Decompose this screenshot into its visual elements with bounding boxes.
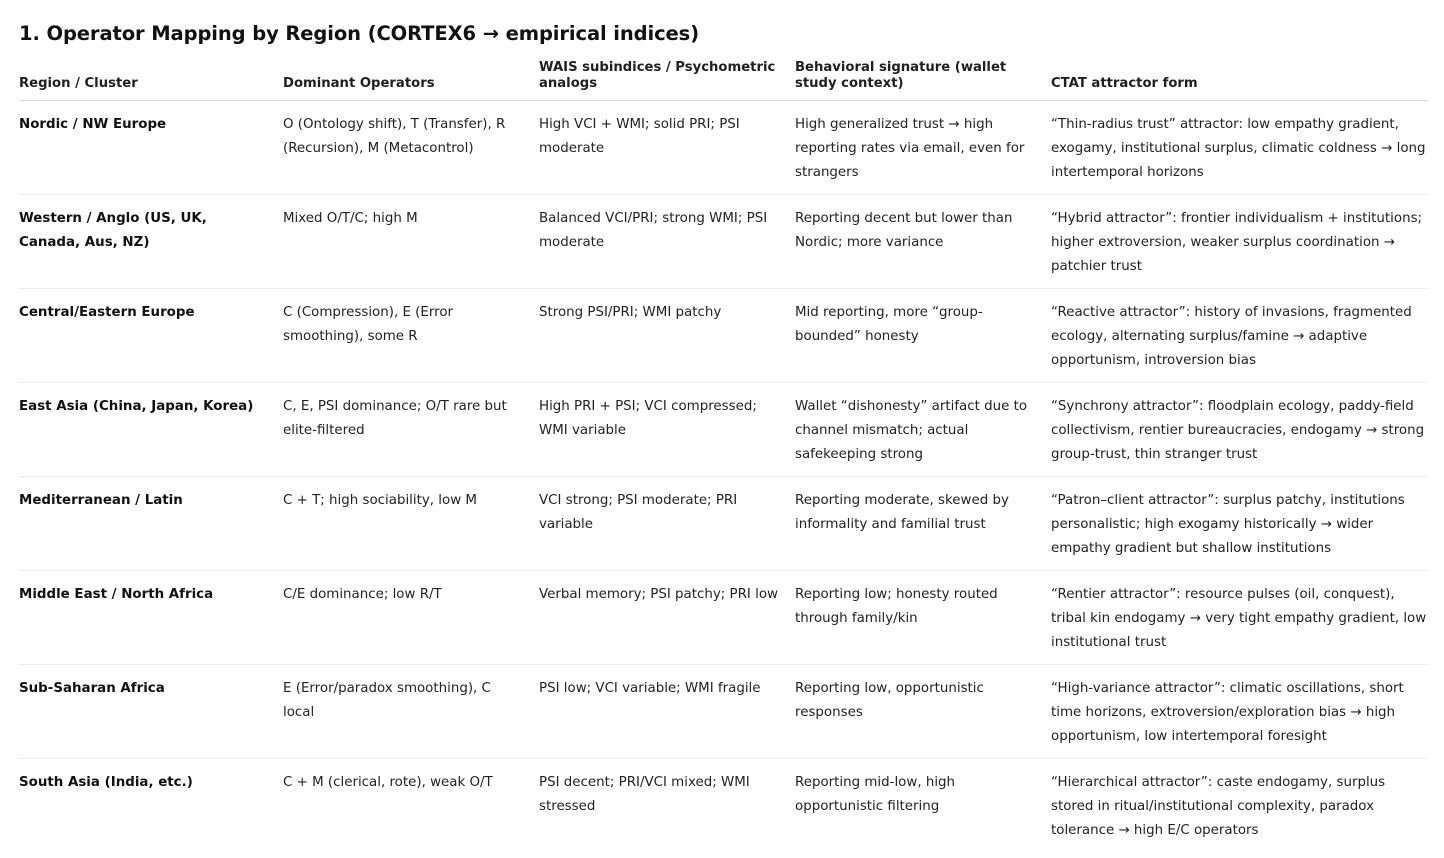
header-operators: Dominant Operators: [283, 60, 539, 101]
cell-wais: PSI decent; PRI/VCI mixed; WMI stressed: [539, 775, 750, 814]
cell-ctat: “Synchrony attractor”: floodplain ecology, paddy-field collectivism, rentier bureaucracies, endogamy → strong group-trust, thin stranger trust: [1051, 383, 1428, 477]
table-row: [19, 571, 1428, 665]
cell-operators: C + M (clerical, rote), weak O/T: [283, 775, 493, 790]
cell-region: Middle East / North Africa: [19, 571, 283, 665]
table-row: [19, 383, 1428, 477]
table-row: [19, 289, 1428, 383]
cell-ctat: “High-variance attractor”: climatic oscillations, short time horizons, extroversion/exploration bias → high opportunism, low intertemporal foresight: [1051, 665, 1428, 759]
cell-wais: Verbal memory; PSI patchy; PRI low: [539, 571, 795, 665]
cell-ctat: “Hybrid attractor”: frontier individualism + institutions; higher extroversion, weaker surplus coordination → patchier trust: [1051, 195, 1428, 289]
operator-mapping-table: [19, 60, 1428, 852]
cell-ctat: “Thin-radius trust” attractor: low empathy gradient, exogamy, institutional surplus, climatic coldness → long intertemporal horizons: [1051, 101, 1428, 195]
cell-operators: C + T; high sociability, low M: [283, 477, 539, 571]
cell-region: Western / Anglo (US, UK, Canada, Aus, NZ): [19, 195, 283, 289]
cell-wais: High PRI + PSI; VCI compressed; WMI variable: [539, 383, 795, 477]
cell-behavior: Reporting moderate, skewed by informality and familial trust: [795, 477, 1051, 571]
table-row: [19, 665, 1428, 759]
header-row: [19, 60, 1428, 101]
table-row: [19, 195, 1428, 289]
cell-wais: VCI strong; PSI moderate; PRI variable: [539, 477, 795, 571]
cell-ctat: “Reactive attractor”: history of invasions, fragmented ecology, alternating surplus/famine → adaptive opportunism, introversion bias: [1051, 289, 1428, 383]
header-region: Region / Cluster: [19, 60, 283, 101]
header-wais: WAIS subindices / Psychometric analogs: [539, 60, 795, 101]
cell-wais: High VCI + WMI; solid PRI; PSI moderate: [539, 101, 795, 195]
header-behavior: Behavioral signature (wallet study context): [795, 60, 1051, 101]
cell-ctat: “Rentier attractor”: resource pulses (oil, conquest), tribal kin endogamy → very tight empathy gradient, low institutional trust: [1051, 571, 1428, 665]
cell-operators: Mixed O/T/C; high M: [283, 195, 539, 289]
table-row: [19, 101, 1428, 195]
cell-operators: C, E, PSI dominance; O/T rare but elite-filtered: [283, 383, 539, 477]
header-ctat: CTAT attractor form: [1051, 60, 1428, 101]
cell-region: Nordic / NW Europe: [19, 101, 283, 195]
cell-region: Sub-Saharan Africa: [19, 665, 283, 759]
cell-region: Central/Eastern Europe: [19, 289, 283, 383]
cell-behavior: High generalized trust → high reporting rates via email, even for strangers: [795, 101, 1051, 195]
cell-region: East Asia (China, Japan, Korea): [19, 383, 283, 477]
table-body: [19, 101, 1428, 853]
cell-behavior: Mid reporting, more “group-bounded” honesty: [795, 289, 1051, 383]
cell-wais: PSI low; VCI variable; WMI fragile: [539, 665, 795, 759]
cell-behavior: Reporting decent but lower than Nordic; more variance: [795, 195, 1051, 289]
cell-behavior: Reporting low; honesty routed through family/kin: [795, 571, 1051, 665]
cell-region: Mediterranean / Latin: [19, 477, 283, 571]
cell-ctat: “Patron–client attractor”: surplus patchy, institutions personalistic; high exogamy historically → wider empathy gradient but shallow institutions: [1051, 477, 1428, 571]
cell-operators: C/E dominance; low R/T: [283, 571, 539, 665]
cell-operators: O (Ontology shift), T (Transfer), R (Recursion), M (Metacontrol): [283, 101, 539, 195]
cell-operators: C (Compression), E (Error smoothing), some R: [283, 289, 539, 383]
section-title: 1. Operator Mapping by Region (CORTEX6 → empirical indices): [19, 22, 699, 45]
cell-operators: E (Error/paradox smoothing), C local: [283, 665, 539, 759]
table-row: [19, 759, 1428, 853]
cell-wais: Balanced VCI/PRI; strong WMI; PSI moderate: [539, 195, 795, 289]
cell-wais: Strong PSI/PRI; WMI patchy: [539, 289, 795, 383]
cell-behavior: Reporting low, opportunistic responses: [795, 665, 1051, 759]
table-row: [19, 477, 1428, 571]
table-header: [19, 60, 1428, 101]
cell-behavior: Reporting mid-low, high opportunistic filtering: [795, 775, 956, 814]
cell-behavior: Wallet “dishonesty” artifact due to channel mismatch; actual safekeeping strong: [795, 383, 1051, 477]
cell-region: South Asia (India, etc.): [19, 775, 193, 790]
cell-ctat: “Hierarchical attractor”: caste endogamy, surplus stored in ritual/institutional complexity, paradox tolerance → high E/C operators: [1051, 775, 1386, 838]
